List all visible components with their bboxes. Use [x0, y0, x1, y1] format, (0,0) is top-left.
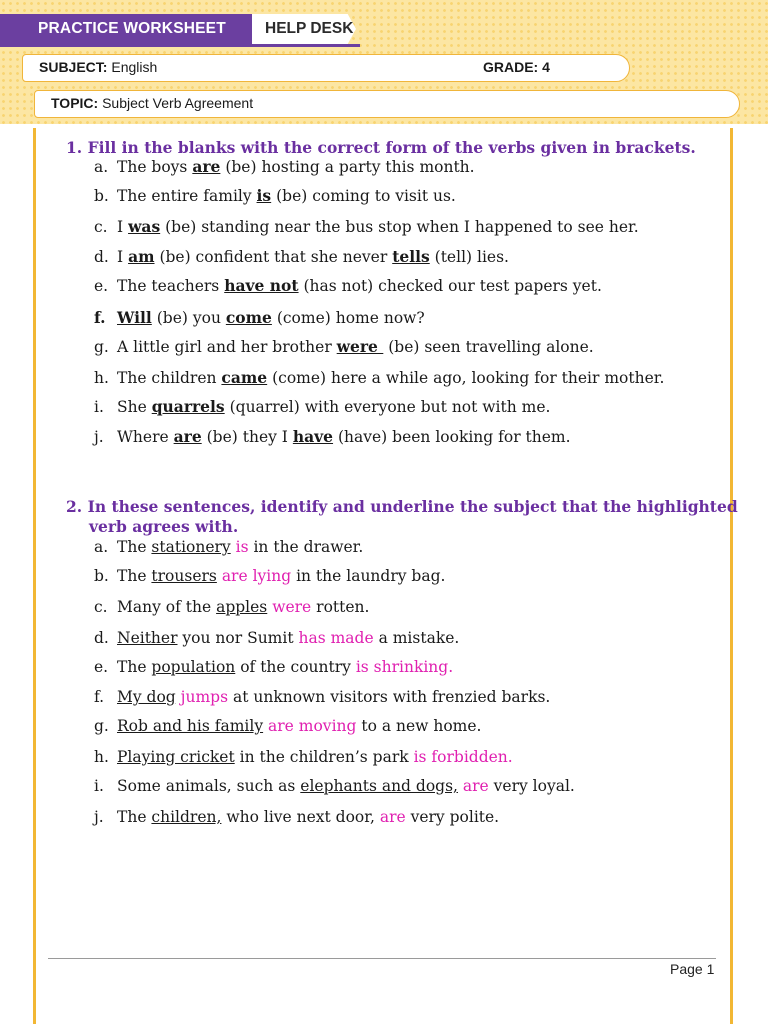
- answer-verb: is: [256, 186, 272, 205]
- subject-grade-box: [22, 54, 630, 82]
- q2-item: [94, 628, 459, 648]
- sentence-text: I: [117, 248, 129, 266]
- q1-item: [94, 427, 571, 447]
- sentence-text: I: [117, 218, 129, 236]
- item-letter: g.: [94, 338, 109, 356]
- sentence-text: very loyal.: [488, 777, 575, 795]
- sentence-text: The children: [117, 369, 222, 387]
- answer-verb: am: [128, 247, 155, 266]
- sentence-text: in the drawer.: [248, 538, 364, 556]
- item-letter: a.: [94, 538, 109, 556]
- underlined-subject: My dog: [117, 688, 176, 706]
- sentence-text: (come) home now?: [271, 309, 425, 327]
- question-2-title-line1: 2. In these sentences, identify and underline the subject that the highlighted: [66, 497, 738, 516]
- answer-verb: was: [128, 217, 161, 236]
- q1-item: [94, 217, 639, 237]
- sentence-text: The boys: [117, 158, 193, 176]
- sentence-text: The: [117, 538, 152, 556]
- sentence-text: The: [117, 808, 152, 826]
- left-border-rule: [33, 128, 36, 1024]
- sentence-text: (be) they I: [201, 428, 293, 446]
- item-letter: j.: [94, 808, 104, 826]
- underlined-subject: Rob and his family: [117, 717, 264, 735]
- underlined-subject: children,: [151, 808, 222, 826]
- underlined-subject: Playing cricket: [117, 748, 235, 766]
- sentence-text: in the children’s park: [234, 748, 414, 766]
- sentence-text: (be) you: [151, 309, 226, 327]
- sentence-text: The entire family: [117, 187, 257, 205]
- q2-item: [94, 597, 369, 617]
- sentence-text: to a new home.: [356, 717, 482, 735]
- sentence-text: (be) coming to visit us.: [271, 187, 456, 205]
- grade-label: GRADE:: [483, 59, 539, 75]
- highlighted-verb: are: [462, 777, 489, 795]
- highlighted-verb: is: [235, 538, 249, 556]
- sentence-text: a mistake.: [373, 629, 460, 647]
- q2-item: [94, 537, 363, 557]
- q2-item: [94, 687, 550, 707]
- sentence-text: very polite.: [405, 808, 500, 826]
- sentence-text: (be) confident that she never: [154, 248, 393, 266]
- sentence-text: at unknown visitors with frenzied barks.: [228, 688, 551, 706]
- q1-item: [94, 157, 475, 177]
- q1-item: [94, 247, 509, 267]
- sentence-text: The: [117, 567, 152, 585]
- item-letter: b.: [94, 187, 109, 205]
- item-letter: i.: [94, 398, 104, 416]
- underlined-subject: apples: [216, 598, 268, 616]
- q1-item: [94, 337, 594, 357]
- item-letter: i.: [94, 777, 104, 795]
- title-bar: [0, 14, 360, 44]
- sentence-text: you nor Sumit: [177, 629, 299, 647]
- answer-verb: came: [221, 368, 268, 387]
- item-letter: d.: [94, 629, 109, 647]
- q2-item: [94, 657, 453, 677]
- item-letter: e.: [94, 658, 109, 676]
- underlined-subject: trousers: [151, 567, 217, 585]
- q2-item: [94, 566, 445, 586]
- sentence-text: rotten.: [311, 598, 370, 616]
- sentence-text: (be) hosting a party this month.: [220, 158, 475, 176]
- question-2-title: [66, 497, 738, 537]
- item-letter: b.: [94, 567, 109, 585]
- sentence-text: The: [117, 658, 152, 676]
- sentence-text: The teachers: [117, 277, 225, 295]
- sentence-text: Many of the: [117, 598, 217, 616]
- highlighted-verb: were: [272, 598, 312, 616]
- q1-item: [94, 397, 550, 417]
- underlined-subject: stationery: [151, 538, 231, 556]
- help-desk-label: HELP DESK: [265, 20, 354, 37]
- answer-verb: were: [336, 337, 384, 356]
- sentence-text: She: [117, 398, 152, 416]
- sentence-text: who live next door,: [221, 808, 380, 826]
- worksheet-title: PRACTICE WORKSHEET: [38, 20, 226, 37]
- highlighted-verb: are moving: [268, 717, 357, 735]
- sentence-text: (tell) lies.: [429, 248, 509, 266]
- underlined-subject: Neither: [117, 629, 178, 647]
- q1-item: [94, 368, 664, 388]
- item-letter: h.: [94, 369, 109, 387]
- underlined-subject: population: [151, 658, 236, 676]
- sentence-text: (come) here a while ago, looking for their mother.: [267, 369, 665, 387]
- q2-item: [94, 807, 499, 827]
- subject-label: SUBJECT:: [39, 59, 108, 75]
- answer-verb: are: [192, 157, 221, 176]
- answer-verb: quarrels: [151, 397, 225, 416]
- worksheet-header: [0, 0, 768, 124]
- sentence-text: (has not) checked our test papers yet.: [298, 277, 602, 295]
- item-letter: g.: [94, 717, 109, 735]
- sentence-text: (be) seen travelling alone.: [383, 338, 594, 356]
- item-letter: d.: [94, 248, 109, 266]
- sentence-text: in the laundry bag.: [291, 567, 446, 585]
- highlighted-verb: jumps: [180, 688, 229, 706]
- sentence-text: (quarrel) with everyone but not with me.: [224, 398, 551, 416]
- answer-verb: tells: [392, 247, 430, 266]
- sentence-text: (be) standing near the bus stop when I happened to see her.: [160, 218, 639, 236]
- highlighted-verb: are: [379, 808, 406, 826]
- highlighted-verb: are lying: [221, 567, 292, 585]
- grade-field: [483, 59, 550, 75]
- sentence-text: Where: [117, 428, 174, 446]
- question-2-title-line2: verb agrees with.: [89, 517, 239, 536]
- topic-value: Subject Verb Agreement: [98, 95, 254, 111]
- item-letter: f.: [94, 308, 106, 327]
- item-letter: c.: [94, 598, 108, 616]
- item-letter: e.: [94, 277, 109, 295]
- q1-item: [94, 276, 602, 296]
- highlighted-verb: has made: [298, 629, 374, 647]
- sentence-text: (have) been looking for them.: [333, 428, 571, 446]
- topic-box: [34, 90, 740, 118]
- page-number: Page 1: [670, 961, 715, 977]
- answer-verb: Will: [117, 308, 152, 327]
- sentence-text: Some animals, such as: [117, 777, 301, 795]
- topic-label: TOPIC:: [51, 95, 99, 111]
- subject-field: [39, 59, 157, 75]
- item-letter: c.: [94, 218, 108, 236]
- item-letter: f.: [94, 688, 105, 706]
- underlined-subject: elephants and dogs,: [300, 777, 458, 795]
- subject-value: English: [107, 59, 158, 75]
- question-1-title: 1. Fill in the blanks with the correct form of the verbs given in brackets.: [66, 138, 696, 157]
- item-letter: j.: [94, 428, 104, 446]
- q2-item: [94, 716, 481, 736]
- answer-verb: have: [292, 427, 334, 446]
- footer-divider: [48, 958, 716, 959]
- grade-value: 4: [538, 59, 550, 75]
- q1-item: [94, 186, 456, 206]
- highlighted-verb: is shrinking.: [355, 658, 454, 676]
- highlighted-verb: is forbidden.: [413, 748, 513, 766]
- q1-item: [94, 308, 425, 328]
- answer-verb: have not: [224, 276, 299, 295]
- q2-item: [94, 776, 575, 796]
- item-letter: h.: [94, 748, 109, 766]
- right-border-rule: [730, 128, 733, 1024]
- answer-verb: come: [225, 308, 272, 327]
- answer-verb: are: [173, 427, 202, 446]
- item-letter: a.: [94, 158, 109, 176]
- q2-item: [94, 747, 513, 767]
- sentence-text: A little girl and her brother: [117, 338, 337, 356]
- title-underline: [0, 44, 360, 47]
- topic-field: [51, 95, 253, 111]
- sentence-text: of the country: [235, 658, 356, 676]
